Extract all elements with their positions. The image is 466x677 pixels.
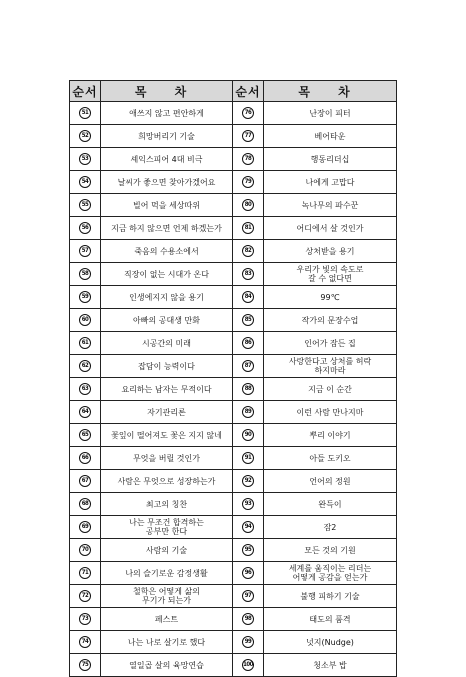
right-title-cell [264, 539, 397, 562]
left-number-cell [70, 516, 101, 539]
book-title: 모든 것의 기원 [304, 545, 356, 555]
circled-number: 96 [242, 567, 254, 579]
left-title-cell [101, 608, 233, 631]
right-title-cell [264, 401, 397, 424]
book-title: 나는 무조건 합격하는 공부만 한다 [129, 518, 204, 536]
book-title: 직장이 없는 시대가 온다 [124, 269, 209, 279]
circled-number: 63 [79, 383, 91, 395]
table-row [70, 585, 397, 608]
circled-number: 100 [242, 659, 254, 671]
circled-number: 77 [242, 130, 254, 142]
right-number-cell [233, 309, 264, 332]
right-title-cell [264, 263, 397, 286]
left-title-cell [101, 516, 233, 539]
left-number-cell [70, 424, 101, 447]
book-title: 자기관리론 [147, 407, 186, 417]
circled-number: 80 [242, 199, 254, 211]
book-title: 나에게 고맙다 [305, 177, 355, 187]
book-title: 이런 사람 만나지마 [296, 407, 364, 417]
left-title-cell [101, 401, 233, 424]
table-row [70, 447, 397, 470]
right-number-cell [233, 493, 264, 516]
book-title: 열일곱 살의 육망연습 [129, 660, 204, 670]
circled-number: 52 [79, 130, 91, 142]
book-title: 꽃잎이 떨어져도 꽃은 지지 않네 [111, 430, 222, 440]
left-title-cell [101, 240, 233, 263]
table-row [70, 608, 397, 631]
table-row [70, 493, 397, 516]
left-number-cell [70, 102, 101, 125]
right-number-cell [233, 125, 264, 148]
left-number-cell [70, 263, 101, 286]
book-title: 희망버리기 기술 [138, 131, 195, 141]
book-title: 99℃ [320, 292, 340, 302]
right-number-cell [233, 217, 264, 240]
right-number-cell [233, 447, 264, 470]
table-row [70, 263, 397, 286]
circled-number: 87 [242, 360, 254, 372]
right-title-cell [264, 102, 397, 125]
table-row [70, 539, 397, 562]
table-row [70, 562, 397, 585]
left-number-cell [70, 378, 101, 401]
table-row [70, 309, 397, 332]
left-number-cell [70, 447, 101, 470]
book-title: 완득이 [318, 499, 342, 509]
right-title-cell [264, 125, 397, 148]
left-title-cell [101, 217, 233, 240]
left-title-cell [101, 171, 233, 194]
right-title-cell [264, 194, 397, 217]
left-number-cell [70, 355, 101, 378]
left-title-cell [101, 286, 233, 309]
left-number-cell [70, 148, 101, 171]
book-title: 철학은 어떻게 삶의 무기가 되는가 [133, 587, 200, 605]
circled-number: 65 [79, 429, 91, 441]
circled-number: 61 [79, 337, 91, 349]
right-number-cell [233, 171, 264, 194]
book-title: 지금 하지 않으면 언제 하겠는가 [111, 223, 222, 233]
circled-number: 89 [242, 406, 254, 418]
right-number-cell [233, 355, 264, 378]
right-title-cell [264, 516, 397, 539]
left-title-cell [101, 562, 233, 585]
right-title-cell [264, 470, 397, 493]
book-title: 죽음의 수용소에서 [134, 246, 199, 256]
table-row [70, 125, 397, 148]
table-row [70, 401, 397, 424]
table-row [70, 286, 397, 309]
left-number-cell [70, 171, 101, 194]
left-number-cell [70, 332, 101, 355]
header-row [70, 81, 397, 102]
circled-number: 97 [242, 590, 254, 602]
circled-number: 99 [242, 636, 254, 648]
book-title: 불행 피하기 기술 [300, 591, 360, 601]
table-row [70, 332, 397, 355]
book-title: 상처받을 용기 [305, 246, 355, 256]
right-number-cell [233, 424, 264, 447]
left-title-cell [101, 125, 233, 148]
left-number-cell [70, 125, 101, 148]
right-title-cell [264, 332, 397, 355]
circled-number: 70 [79, 544, 91, 556]
book-title: 행동리더십 [310, 154, 350, 164]
book-title: 세계를 움직이는 리더는 어떻게 공감을 얻는가 [288, 564, 372, 582]
table-row [70, 148, 397, 171]
book-title: 애쓰지 않고 편안하게 [129, 108, 204, 118]
book-title: 우리가 빛의 속도로 갈 수 없다면 [296, 265, 364, 283]
table-row [70, 355, 397, 378]
book-title: 청소부 밥 [313, 660, 347, 670]
circled-number: 92 [242, 475, 254, 487]
left-number-cell [70, 217, 101, 240]
left-number-cell [70, 608, 101, 631]
right-title-cell [264, 447, 397, 470]
book-title: 최고의 칭찬 [145, 499, 188, 509]
circled-number: 69 [79, 521, 91, 533]
left-title-cell [101, 148, 233, 171]
book-title: 사랑한다고 상처를 허락 하지마라 [288, 357, 372, 375]
left-number-cell [70, 585, 101, 608]
left-number-cell [70, 401, 101, 424]
circled-number: 74 [79, 636, 91, 648]
right-number-cell [233, 194, 264, 217]
table-row [70, 516, 397, 539]
book-title: 베어타운 [314, 131, 346, 141]
book-title: 어디에서 살 것인가 [296, 223, 364, 233]
header-title-right: 목 차 [264, 81, 397, 102]
circled-number: 81 [242, 222, 254, 234]
table-row [70, 217, 397, 240]
left-title-cell [101, 447, 233, 470]
right-number-cell [233, 562, 264, 585]
table-row [70, 171, 397, 194]
right-number-cell [233, 240, 264, 263]
right-number-cell [233, 516, 264, 539]
right-number-cell [233, 263, 264, 286]
book-title: 잡담이 능력이다 [138, 361, 195, 371]
left-title-cell [101, 493, 233, 516]
right-title-cell [264, 355, 397, 378]
left-number-cell [70, 194, 101, 217]
book-title: 인어가 잠든 집 [304, 338, 356, 348]
header-order-right: 순서 [233, 81, 264, 102]
right-title-cell [264, 171, 397, 194]
circled-number: 71 [79, 567, 91, 579]
circled-number: 64 [79, 406, 91, 418]
right-title-cell [264, 240, 397, 263]
right-title-cell [264, 424, 397, 447]
left-title-cell [101, 332, 233, 355]
circled-number: 59 [79, 291, 91, 303]
table-row [70, 631, 397, 654]
book-title: 뿌리 이야기 [309, 430, 351, 440]
circled-number: 82 [242, 245, 254, 257]
right-number-cell [233, 286, 264, 309]
right-number-cell [233, 539, 264, 562]
left-number-cell [70, 631, 101, 654]
circled-number: 84 [242, 291, 254, 303]
left-title-cell [101, 355, 233, 378]
left-title-cell [101, 539, 233, 562]
header-title-left: 목 차 [101, 81, 233, 102]
right-title-cell [264, 309, 397, 332]
circled-number: 62 [79, 360, 91, 372]
circled-number: 57 [79, 245, 91, 257]
circled-number: 88 [242, 383, 254, 395]
table-row [70, 470, 397, 493]
circled-number: 53 [79, 153, 91, 165]
right-number-cell [233, 608, 264, 631]
table-row [70, 424, 397, 447]
left-number-cell [70, 493, 101, 516]
book-title: 아들 도키오 [309, 453, 351, 463]
book-title: 시공간의 미래 [142, 338, 191, 348]
left-title-cell [101, 631, 233, 654]
circled-number: 54 [79, 176, 91, 188]
circled-number: 93 [242, 498, 254, 510]
right-title-cell [264, 608, 397, 631]
left-title-cell [101, 585, 233, 608]
book-title: 언어의 정원 [309, 476, 351, 486]
circled-number: 67 [79, 475, 91, 487]
book-title: 태도의 품격 [309, 614, 351, 624]
circled-number: 86 [242, 337, 254, 349]
header-order-left: 순서 [70, 81, 101, 102]
book-title: 지금 이 순간 [308, 384, 352, 394]
left-title-cell [101, 194, 233, 217]
circled-number: 51 [79, 107, 91, 119]
book-title: 사람의 기술 [145, 545, 188, 555]
left-title-cell [101, 470, 233, 493]
right-title-cell [264, 585, 397, 608]
circled-number: 75 [79, 659, 91, 671]
circled-number: 56 [79, 222, 91, 234]
right-number-cell [233, 148, 264, 171]
left-number-cell [70, 286, 101, 309]
table-row [70, 194, 397, 217]
right-title-cell [264, 562, 397, 585]
circled-number: 90 [242, 429, 254, 441]
circled-number: 76 [242, 107, 254, 119]
right-number-cell [233, 470, 264, 493]
left-number-cell [70, 562, 101, 585]
book-title: 무엇을 버릴 것인가 [133, 453, 200, 463]
right-number-cell [233, 332, 264, 355]
circled-number: 72 [79, 590, 91, 602]
book-title: 요리하는 남자는 무적이다 [121, 384, 212, 394]
circled-number: 73 [79, 613, 91, 625]
circled-number: 79 [242, 176, 254, 188]
right-title-cell [264, 378, 397, 401]
left-number-cell [70, 539, 101, 562]
book-title: 아빠의 공대생 만화 [133, 315, 200, 325]
left-number-cell [70, 240, 101, 263]
left-title-cell [101, 424, 233, 447]
left-number-cell [70, 470, 101, 493]
left-title-cell [101, 378, 233, 401]
book-title: 페스트 [154, 614, 179, 624]
circled-number: 68 [79, 498, 91, 510]
left-title-cell [101, 309, 233, 332]
right-title-cell [264, 286, 397, 309]
right-number-cell [233, 585, 264, 608]
book-title: 나의 슬기로운 감정생활 [125, 568, 208, 578]
circled-number: 60 [79, 314, 91, 326]
right-number-cell [233, 102, 264, 125]
circled-number: 91 [242, 452, 254, 464]
right-title-cell [264, 631, 397, 654]
left-number-cell [70, 309, 101, 332]
circled-number: 83 [242, 268, 254, 280]
book-title: 난장이 피터 [309, 108, 351, 118]
circled-number: 78 [242, 153, 254, 165]
book-title: 날씨가 좋으면 찾아가겠어요 [117, 177, 216, 187]
book-title: 녹나무의 파수꾼 [301, 200, 359, 210]
book-title: 잠2 [323, 522, 337, 532]
book-title: 셰익스피어 4대 비극 [130, 154, 203, 164]
book-title: 사람은 무엇으로 성장하는가 [117, 476, 216, 486]
book-title: 인생에지지 않을 용기 [129, 292, 204, 302]
table-row [70, 240, 397, 263]
circled-number: 58 [79, 268, 91, 280]
right-title-cell [264, 493, 397, 516]
table-row [70, 102, 397, 125]
right-number-cell [233, 401, 264, 424]
table-row [70, 378, 397, 401]
left-title-cell [101, 263, 233, 286]
circled-number: 95 [242, 544, 254, 556]
right-title-cell [264, 217, 397, 240]
right-number-cell [233, 378, 264, 401]
book-title: 넛지(Nudge) [306, 637, 354, 647]
circled-number: 66 [79, 452, 91, 464]
book-title: 빌어 먹을 세상따위 [133, 200, 200, 210]
right-title-cell [264, 148, 397, 171]
circled-number: 85 [242, 314, 254, 326]
book-title: 나는 나로 살기로 했다 [127, 637, 206, 647]
circled-number: 55 [79, 199, 91, 211]
right-number-cell [233, 631, 264, 654]
circled-number: 98 [242, 613, 254, 625]
circled-number: 94 [242, 521, 254, 533]
book-title: 작가의 문장수업 [301, 315, 359, 325]
left-title-cell [101, 102, 233, 125]
table-of-contents [69, 80, 397, 677]
